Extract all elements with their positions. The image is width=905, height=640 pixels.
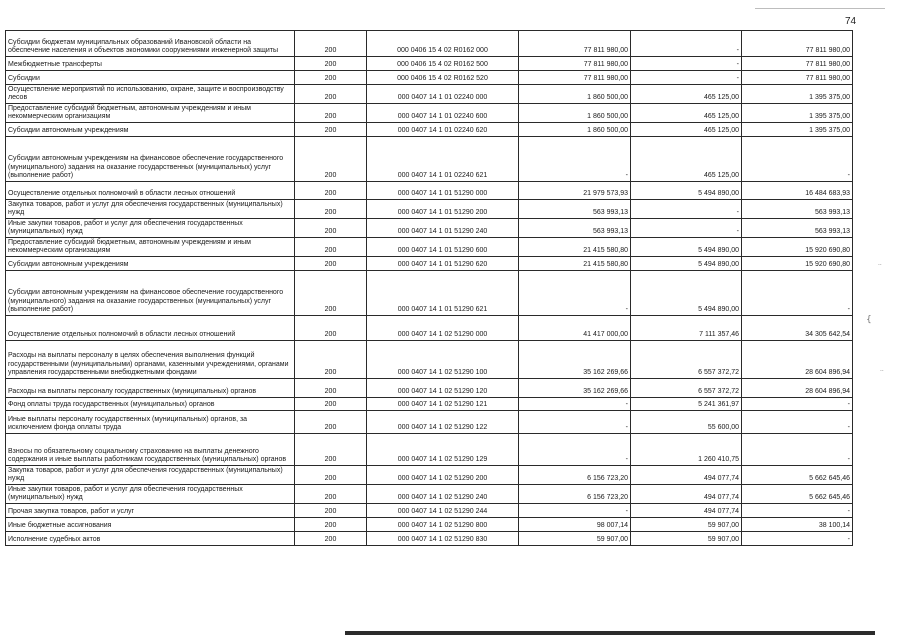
table-row (6, 71, 853, 85)
row-executed: 6 557 372,72 (631, 341, 742, 379)
row-approved: 41 417 000,00 (519, 316, 631, 341)
row-code: 200 (295, 137, 367, 182)
row-code: 200 (295, 200, 367, 219)
row-executed: 1 260 410,75 (631, 434, 742, 466)
row-approved: 21 415 580,80 (519, 238, 631, 257)
table-row (6, 518, 853, 532)
row-name: Предоставление субсидий бюджетным, автономным учреждениям и иным некоммерческим организациям (6, 104, 295, 123)
row-name: Субсидии автономным учреждениям на финансовое обеспечение государственного (муниципального) задания на оказание государственных (муниципальных) услуг (выполнение работ) (6, 137, 295, 182)
row-executed: 5 241 361,97 (631, 398, 742, 411)
table-row (6, 411, 853, 434)
row-code: 200 (295, 411, 367, 434)
row-name: Иные бюджетные ассигнования (6, 518, 295, 532)
row-code: 200 (295, 57, 367, 71)
row-remaining: 77 811 980,00 (742, 71, 853, 85)
row-approved: 21 979 573,93 (519, 182, 631, 200)
row-remaining: - (742, 434, 853, 466)
row-remaining: - (742, 411, 853, 434)
row-remaining: - (742, 504, 853, 518)
row-name: Субсидии автономным учреждениям (6, 123, 295, 137)
table-row (6, 219, 853, 238)
row-remaining: 38 100,14 (742, 518, 853, 532)
row-approved: 6 156 723,20 (519, 485, 631, 504)
row-remaining: 1 395 375,00 (742, 123, 853, 137)
row-approved: - (519, 137, 631, 182)
row-kbk: 000 0407 14 1 02 51290 200 (367, 466, 519, 485)
row-name: Закупка товаров, работ и услуг для обеспечения государственных (муниципальных) нужд (6, 466, 295, 485)
budget-execution-table (5, 30, 853, 546)
row-kbk: 000 0407 14 1 01 02240 000 (367, 85, 519, 104)
row-kbk: 000 0407 14 1 02 51290 120 (367, 379, 519, 398)
row-name: Взносы по обязательному социальному страхованию на выплаты денежного содержания и иные выплаты работникам государственных (муниципальных) органов (6, 434, 295, 466)
table-row (6, 123, 853, 137)
row-remaining: 15 920 690,80 (742, 257, 853, 271)
row-name: Межбюджетные трансферты (6, 57, 295, 71)
row-kbk: 000 0407 14 1 01 51290 200 (367, 200, 519, 219)
table-row (6, 104, 853, 123)
row-remaining: 34 305 642,54 (742, 316, 853, 341)
row-executed: 59 907,00 (631, 532, 742, 546)
row-executed: 465 125,00 (631, 137, 742, 182)
row-remaining: 1 395 375,00 (742, 85, 853, 104)
row-kbk: 000 0406 15 4 02 R0162 520 (367, 71, 519, 85)
row-executed: 5 494 890,00 (631, 182, 742, 200)
row-executed: 6 557 372,72 (631, 379, 742, 398)
scan-mark: ·· (880, 368, 884, 375)
row-remaining: - (742, 398, 853, 411)
table-row (6, 31, 853, 57)
row-approved: 21 415 580,80 (519, 257, 631, 271)
scan-mark: ·· (878, 262, 882, 269)
row-executed: 494 077,74 (631, 485, 742, 504)
row-executed: 7 111 357,46 (631, 316, 742, 341)
row-name: Иные выплаты персоналу государственных (муниципальных) органов, за исключением фонда оплаты труда (6, 411, 295, 434)
row-remaining: 15 920 690,80 (742, 238, 853, 257)
row-code: 200 (295, 104, 367, 123)
row-code: 200 (295, 219, 367, 238)
table-row (6, 532, 853, 546)
row-kbk: 000 0407 14 1 01 02240 620 (367, 123, 519, 137)
row-executed: 494 077,74 (631, 466, 742, 485)
table-row (6, 200, 853, 219)
table-row (6, 85, 853, 104)
row-name: Иные закупки товаров, работ и услуг для обеспечения государственных (муниципальных) нужд (6, 219, 295, 238)
row-code: 200 (295, 31, 367, 57)
row-code: 200 (295, 123, 367, 137)
row-kbk: 000 0407 14 1 02 51290 000 (367, 316, 519, 341)
row-approved: 98 007,14 (519, 518, 631, 532)
row-remaining: 28 604 896,94 (742, 379, 853, 398)
row-code: 200 (295, 504, 367, 518)
row-code: 200 (295, 398, 367, 411)
table-row (6, 316, 853, 341)
row-kbk: 000 0407 14 1 02 51290 244 (367, 504, 519, 518)
row-approved: 77 811 980,00 (519, 31, 631, 57)
row-kbk: 000 0407 14 1 01 51290 000 (367, 182, 519, 200)
row-code: 200 (295, 85, 367, 104)
row-kbk: 000 0407 14 1 02 51290 800 (367, 518, 519, 532)
top-rule (755, 8, 885, 9)
row-name: Осуществление мероприятий по использованию, охране, защите и воспроизводству лесов (6, 85, 295, 104)
row-kbk: 000 0407 14 1 02 51290 129 (367, 434, 519, 466)
row-name: Осуществление отдельных полномочий в области лесных отношений (6, 182, 295, 200)
row-executed: - (631, 71, 742, 85)
scan-mark: { (866, 315, 872, 325)
table-row (6, 434, 853, 466)
row-code: 200 (295, 379, 367, 398)
table-row (6, 238, 853, 257)
row-name: Закупка товаров, работ и услуг для обеспечения государственных (муниципальных) нужд (6, 200, 295, 219)
row-approved: 1 860 500,00 (519, 85, 631, 104)
row-name: Субсидии бюджетам муниципальных образований Ивановской области на обеспечение населения и объектов экономики сооружениями инженерной защиты (6, 31, 295, 57)
table-row (6, 57, 853, 71)
row-name: Иные закупки товаров, работ и услуг для обеспечения государственных (муниципальных) нужд (6, 485, 295, 504)
row-remaining: 5 662 645,46 (742, 466, 853, 485)
row-kbk: 000 0406 15 4 02 R0162 000 (367, 31, 519, 57)
row-remaining: 16 484 683,93 (742, 182, 853, 200)
row-executed: - (631, 31, 742, 57)
row-approved: 77 811 980,00 (519, 71, 631, 85)
row-code: 200 (295, 316, 367, 341)
row-executed: 55 600,00 (631, 411, 742, 434)
table-row (6, 379, 853, 398)
row-kbk: 000 0407 14 1 02 51290 240 (367, 485, 519, 504)
row-executed: 494 077,74 (631, 504, 742, 518)
row-kbk: 000 0407 14 1 02 51290 122 (367, 411, 519, 434)
row-approved: 59 907,00 (519, 532, 631, 546)
row-code: 200 (295, 434, 367, 466)
row-executed: 465 125,00 (631, 123, 742, 137)
row-kbk: 000 0407 14 1 02 51290 830 (367, 532, 519, 546)
row-remaining: 5 662 645,46 (742, 485, 853, 504)
table-row (6, 271, 853, 316)
page-number: 74 (845, 16, 857, 27)
row-executed: 465 125,00 (631, 104, 742, 123)
row-remaining: - (742, 271, 853, 316)
row-executed: 5 494 890,00 (631, 257, 742, 271)
row-kbk: 000 0407 14 1 01 02240 600 (367, 104, 519, 123)
row-remaining: 28 604 896,94 (742, 341, 853, 379)
row-code: 200 (295, 485, 367, 504)
table-row (6, 341, 853, 379)
row-name: Расходы на выплаты персоналу государственных (муниципальных) органов (6, 379, 295, 398)
row-kbk: 000 0407 14 1 02 51290 121 (367, 398, 519, 411)
table-row (6, 466, 853, 485)
row-name: Прочая закупка товаров, работ и услуг (6, 504, 295, 518)
row-code: 200 (295, 532, 367, 546)
row-remaining: - (742, 532, 853, 546)
row-code: 200 (295, 341, 367, 379)
row-executed: 5 494 890,00 (631, 271, 742, 316)
row-approved: 35 162 269,66 (519, 379, 631, 398)
table-row (6, 504, 853, 518)
row-executed: - (631, 57, 742, 71)
row-kbk: 000 0407 14 1 01 51290 600 (367, 238, 519, 257)
table-row (6, 398, 853, 411)
row-code: 200 (295, 71, 367, 85)
row-approved: 77 811 980,00 (519, 57, 631, 71)
row-code: 200 (295, 466, 367, 485)
row-kbk: 000 0407 14 1 01 02240 621 (367, 137, 519, 182)
row-code: 200 (295, 271, 367, 316)
row-approved: 1 860 500,00 (519, 104, 631, 123)
row-remaining: 77 811 980,00 (742, 57, 853, 71)
row-name: Субсидии (6, 71, 295, 85)
row-approved: 6 156 723,20 (519, 466, 631, 485)
row-name: Расходы на выплаты персоналу в целях обеспечения выполнения функций государственными (муниципальными) органами, казенными учреждениями, органами управления государственными внебюджетными фондами (6, 341, 295, 379)
bottom-rule (345, 631, 875, 635)
row-name: Предоставление субсидий бюджетным, автономным учреждениям и иным некоммерческим организациям (6, 238, 295, 257)
table-row (6, 182, 853, 200)
row-remaining: 77 811 980,00 (742, 31, 853, 57)
table-row (6, 485, 853, 504)
row-kbk: 000 0407 14 1 01 51290 240 (367, 219, 519, 238)
row-remaining: - (742, 137, 853, 182)
row-approved: - (519, 411, 631, 434)
row-kbk: 000 0407 14 1 01 51290 620 (367, 257, 519, 271)
row-executed: 5 494 890,00 (631, 238, 742, 257)
row-executed: 465 125,00 (631, 85, 742, 104)
row-executed: 59 907,00 (631, 518, 742, 532)
row-name: Субсидии автономным учреждениям на финансовое обеспечение государственного (муниципального) задания на оказание государственных (муниципальных) услуг (выполнение работ) (6, 271, 295, 316)
table-row (6, 257, 853, 271)
row-executed: - (631, 219, 742, 238)
row-remaining: 563 993,13 (742, 219, 853, 238)
row-remaining: 1 395 375,00 (742, 104, 853, 123)
row-name: Осуществление отдельных полномочий в области лесных отношений (6, 316, 295, 341)
row-kbk: 000 0406 15 4 02 R0162 500 (367, 57, 519, 71)
row-executed: - (631, 200, 742, 219)
row-approved: - (519, 504, 631, 518)
row-approved: 1 860 500,00 (519, 123, 631, 137)
row-approved: 35 162 269,66 (519, 341, 631, 379)
table-row (6, 137, 853, 182)
row-code: 200 (295, 257, 367, 271)
row-name: Исполнение судебных актов (6, 532, 295, 546)
row-code: 200 (295, 518, 367, 532)
row-code: 200 (295, 182, 367, 200)
row-kbk: 000 0407 14 1 02 51290 100 (367, 341, 519, 379)
row-name: Субсидии автономным учреждениям (6, 257, 295, 271)
row-remaining: 563 993,13 (742, 200, 853, 219)
row-kbk: 000 0407 14 1 01 51290 621 (367, 271, 519, 316)
row-name: Фонд оплаты труда государственных (муниципальных) органов (6, 398, 295, 411)
row-approved: - (519, 398, 631, 411)
row-approved: - (519, 271, 631, 316)
row-approved: 563 993,13 (519, 200, 631, 219)
row-approved: - (519, 434, 631, 466)
row-approved: 563 993,13 (519, 219, 631, 238)
row-code: 200 (295, 238, 367, 257)
